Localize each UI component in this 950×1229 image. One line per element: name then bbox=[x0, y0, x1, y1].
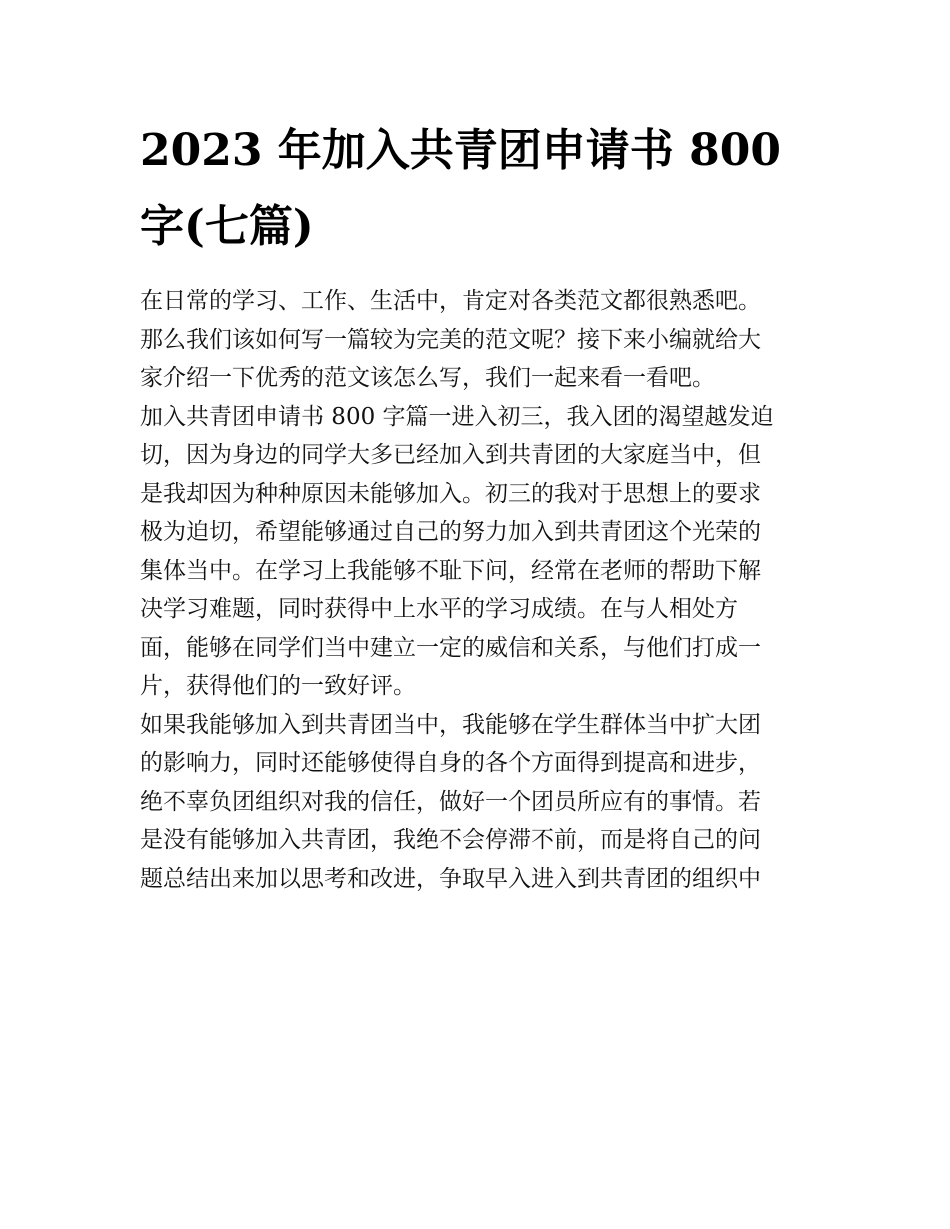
text-line: 那么我们该如何写一篇较为完美的范文呢？接下来小编就给大 bbox=[140, 326, 761, 353]
text-line: 题总结出来加以思考和改进，争取早入进入到共青团的组织中 bbox=[140, 865, 761, 892]
text-line: 家介绍一下优秀的范文该怎么写，我们一起来看一看吧。 bbox=[140, 365, 715, 391]
text-line: 绝不辜负团组织对我的信任，做好一个团员所应有的事情。若 bbox=[140, 788, 761, 815]
text-line: 切，因为身边的同学大多已经加入到共青团的大家庭当中，但 bbox=[140, 442, 761, 468]
document-title bbox=[140, 113, 820, 265]
text-line: 决学习难题，同时获得中上水平的学习成绩。在与人相处方 bbox=[140, 596, 738, 622]
text-line: 在日常的学习、工作、生活中，肯定对各类范文都很熟悉吧。 bbox=[140, 288, 761, 314]
text-line: 如果我能够加入到共青团当中，我能够在学生群体当中扩大团 bbox=[140, 711, 761, 738]
document-body bbox=[140, 282, 820, 898]
text-line: 加入共青团申请书 800 字篇一进入初三，我入团的渴望越发迫 bbox=[140, 403, 774, 430]
text-line: 面，能够在同学们当中建立一定的威信和关系，与他们打成一 bbox=[140, 634, 761, 661]
text-line: 是我却因为种种原因未能够加入。初三的我对于思想上的要求 bbox=[140, 480, 761, 507]
paragraph-intro bbox=[140, 282, 820, 398]
paragraph-commitment bbox=[140, 706, 820, 899]
text-line: 极为迫切，希望能够通过自己的努力加入到共青团这个光荣的 bbox=[140, 519, 761, 545]
title-line: 字(七篇) bbox=[140, 201, 314, 252]
paragraph-essay-one bbox=[140, 398, 820, 706]
title-line: 2023 年加入共青团申请书 800 bbox=[140, 125, 781, 176]
text-line: 集体当中。在学习上我能够不耻下问，经常在老师的帮助下解 bbox=[140, 557, 761, 584]
text-line: 片，获得他们的一致好评。 bbox=[140, 673, 416, 699]
text-line: 是没有能够加入共青团，我绝不会停滞不前，而是将自己的问 bbox=[140, 827, 761, 853]
text-line: 的影响力，同时还能够使得自身的各个方面得到提高和进步， bbox=[140, 750, 761, 776]
